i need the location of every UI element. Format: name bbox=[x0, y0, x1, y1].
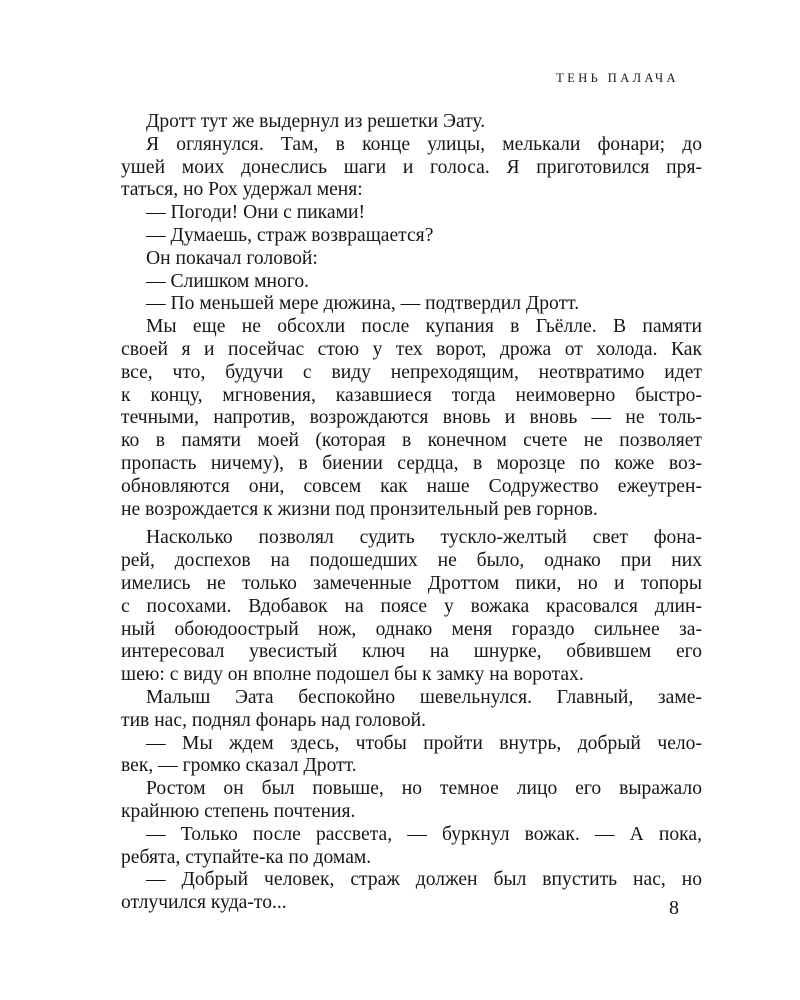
text-line: отлучился куда-то... bbox=[121, 892, 287, 914]
text-line: не возрождается к жизни под пронзительный рев горнов. bbox=[121, 498, 598, 520]
text-line: Я оглянулся. Там, в конце улицы, мелькали фонари; до bbox=[146, 133, 702, 155]
text-line: шею: с виду он вполне подошел бы к замку на воротах. bbox=[121, 664, 584, 686]
text-line: с посохами. Вдобавок на поясе у вожака красовался длин- bbox=[121, 595, 702, 617]
text-line: ный обоюдоострый нож, однако меня гораздо сильнее за- bbox=[121, 618, 702, 640]
text-line: Мы еще не обсохли после купания в Гьёлле. В памяти bbox=[146, 316, 702, 338]
text-line: тив нас, поднял фонарь над головой. bbox=[121, 709, 427, 731]
text-line: Дротт тут же выдернул из решетки Эату. bbox=[146, 111, 486, 132]
text-line: рей, доспехов на подошедших не было, однако при них bbox=[121, 550, 702, 572]
text-line: — Погоди! Они с пиками! bbox=[146, 202, 366, 224]
text-line: таться, но Рох удержал меня: bbox=[121, 179, 363, 201]
text-line: ребята, ступайте-ка по домам. bbox=[121, 846, 372, 868]
text-line: — Мы ждем здесь, чтобы пройти внутрь, добрый чело- bbox=[146, 732, 702, 754]
text-line: Ростом он был повыше, но темное лицо его выражало bbox=[146, 778, 702, 800]
running-head: ТЕНЬ ПАЛАЧА bbox=[556, 71, 679, 85]
text-line: — Добрый человек, страж должен был впустить нас, но bbox=[146, 869, 702, 891]
text-line: — Слишком много. bbox=[146, 270, 310, 292]
text-line: ушей моих донеслись шаги и голоса. Я приготовился пря- bbox=[121, 156, 702, 178]
text-line: Малыш Эата беспокойно шевельнулся. Главный, заме- bbox=[146, 686, 702, 708]
text-line: к концу, мгновения, казавшиеся тогда неимоверно быстро- bbox=[121, 384, 702, 406]
page-number: 8 bbox=[669, 897, 679, 919]
text-line: обновляются они, совсем как наше Содружество ежеутрен- bbox=[121, 475, 702, 497]
text-line: своей я и посейчас стою у тех ворот, дрожа от холода. Как bbox=[121, 338, 702, 360]
text-line: ко в памяти моей (которая в конечном счете не позволяет bbox=[121, 430, 702, 452]
text-line: течными, напротив, возрождаются вновь и вновь — не толь- bbox=[121, 407, 702, 429]
text-line: Он покачал головой: bbox=[146, 247, 318, 269]
text-line: Насколько позволял судить тускло-желтый свет фона- bbox=[146, 527, 702, 549]
text-line: интересовал увесистый ключ на шнурке, обвившем его bbox=[121, 641, 702, 663]
text-line: — По меньшей мере дюжина, — подтвердил Дротт. bbox=[146, 293, 580, 315]
text-line: имелись не только замеченные Дроттом пики, но и топоры bbox=[121, 572, 702, 594]
text-line: — Только после рассвета, — буркнул вожак. — А пока, bbox=[146, 823, 702, 845]
text-line: крайнюю степень почтения. bbox=[121, 800, 356, 822]
text-line: все, что, будучи с виду непреходящим, неотвратимо идет bbox=[121, 361, 702, 383]
page-body bbox=[121, 111, 702, 915]
text-line: пропасть ничему), в биении сердца, в морозце по коже воз- bbox=[121, 452, 702, 474]
text-line: — Думаешь, страж возвращается? bbox=[146, 224, 434, 246]
text-line: век, — громко сказал Дротт. bbox=[121, 755, 357, 777]
